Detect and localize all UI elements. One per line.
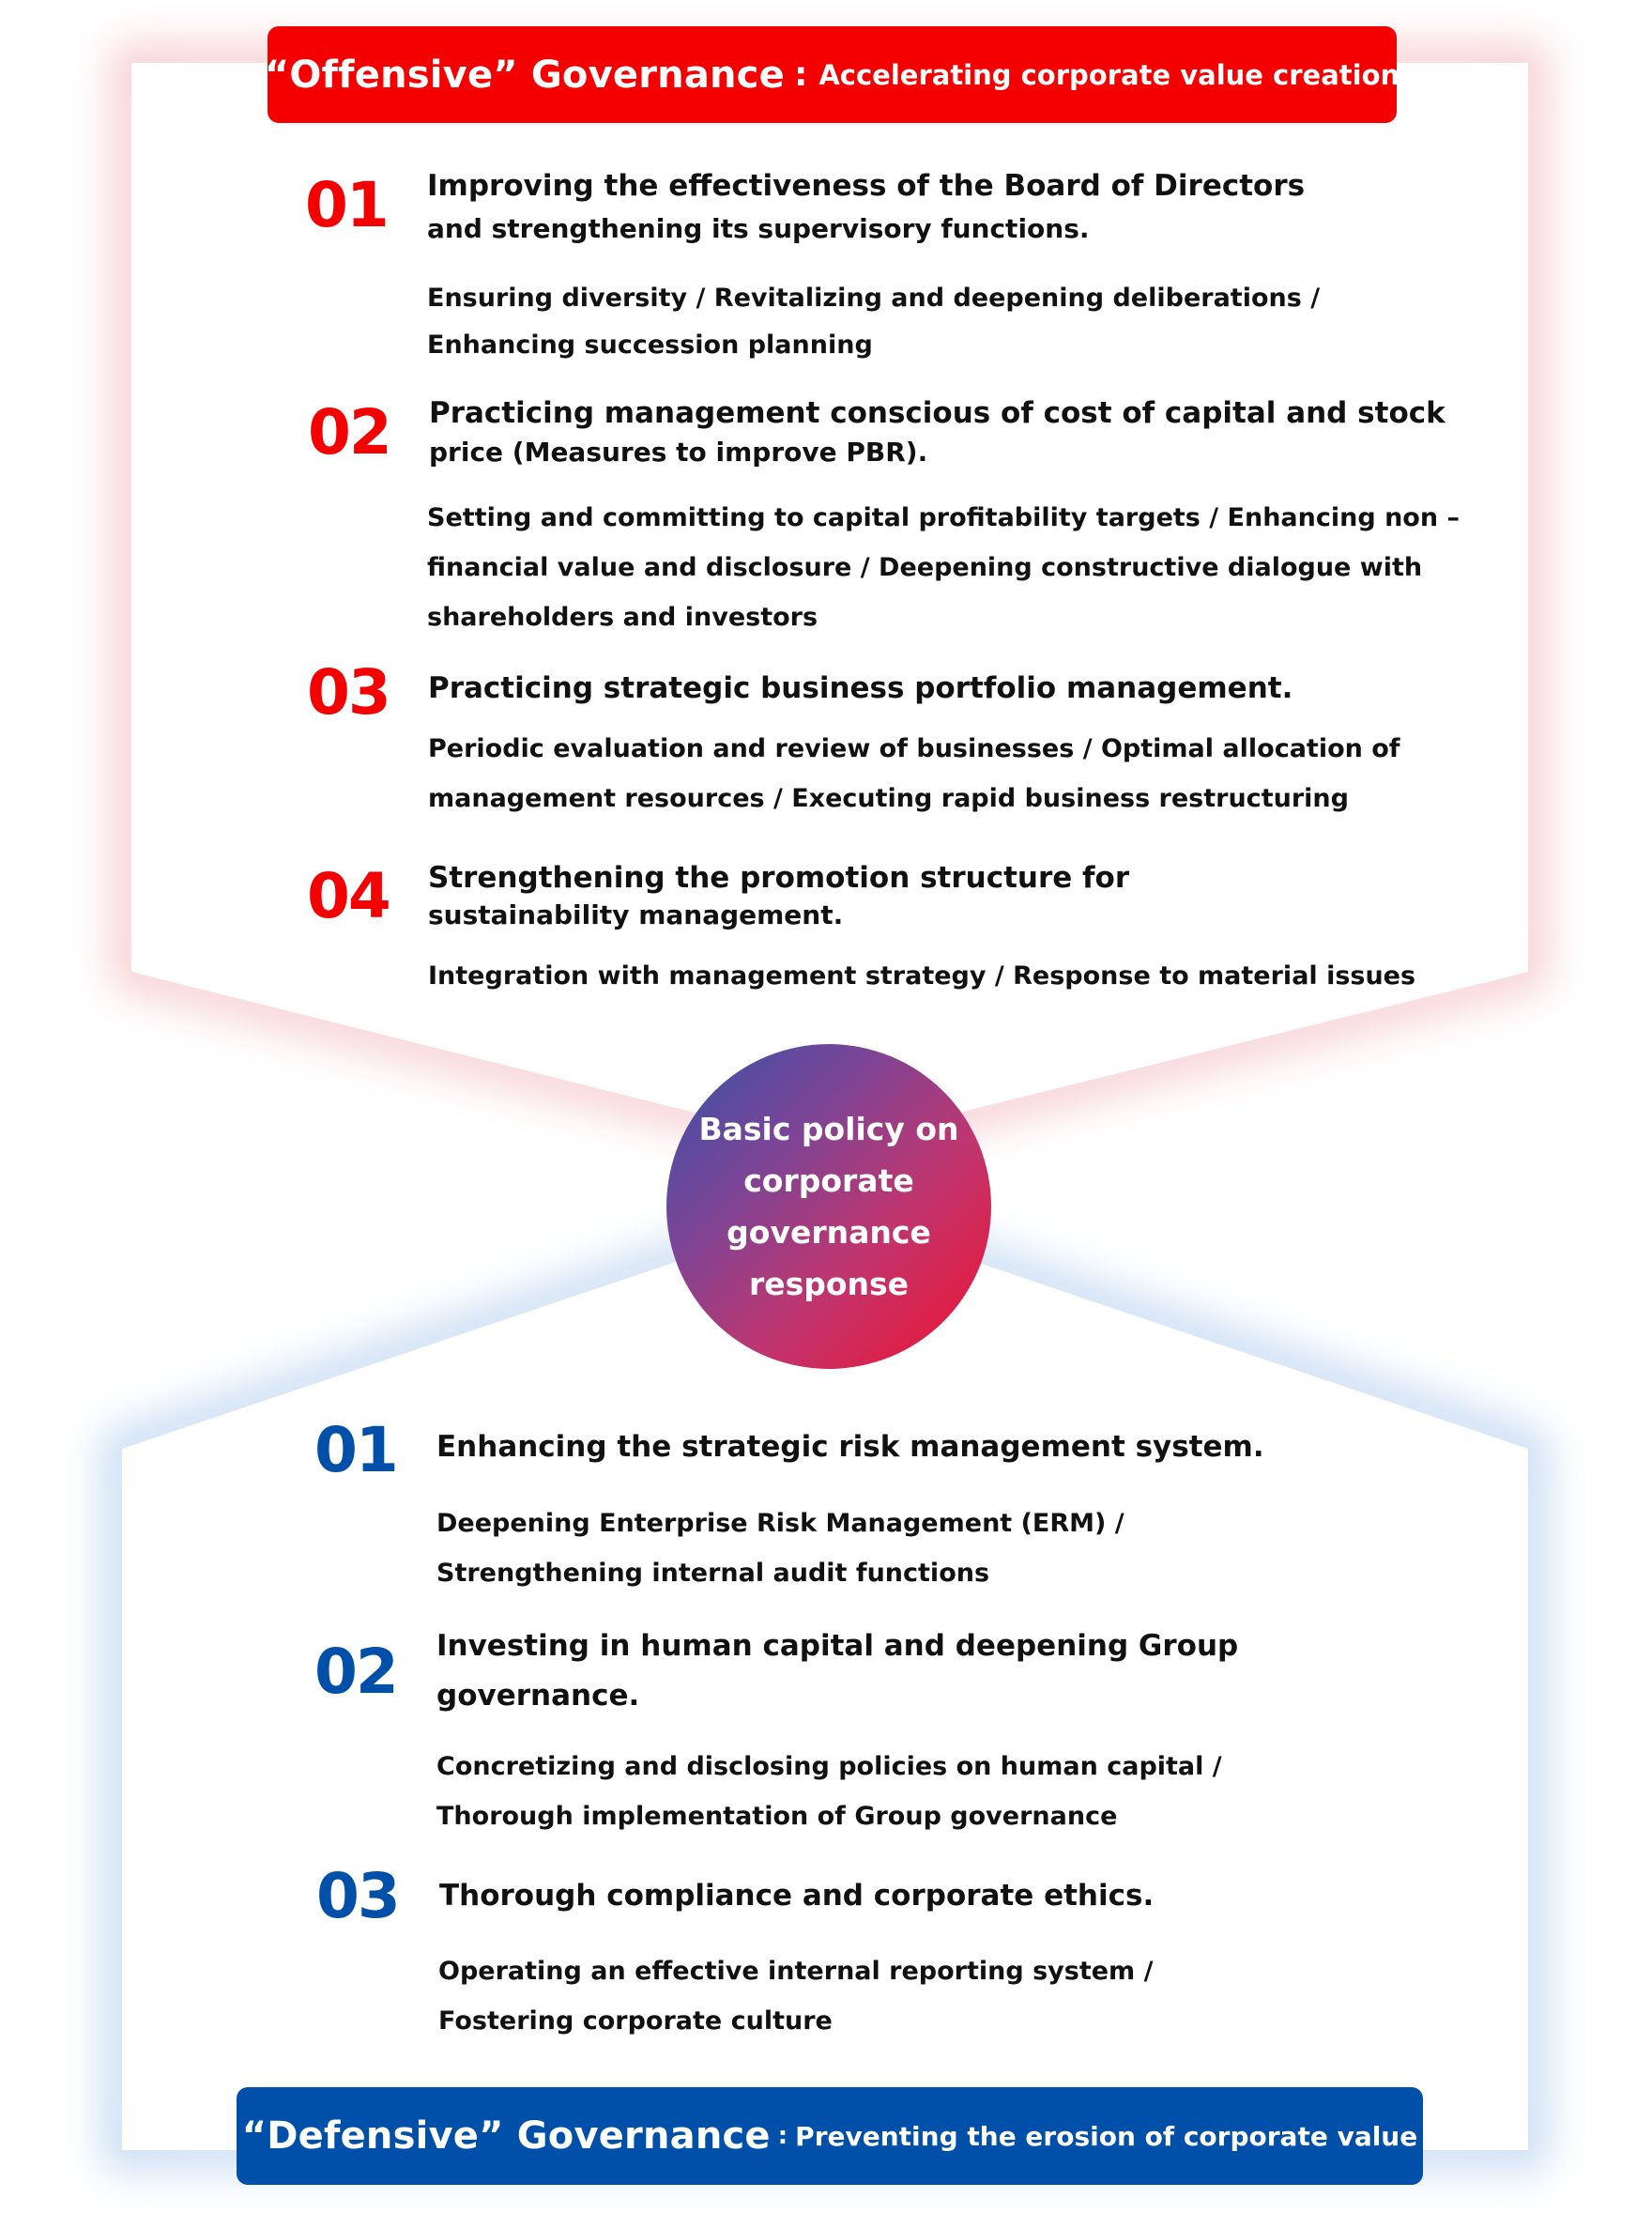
item-description xyxy=(428,956,1415,997)
item-number: 01 xyxy=(305,169,388,241)
circle-text-line: Basic policy on xyxy=(698,1111,959,1147)
item-title-line2: sustainability management. xyxy=(428,899,844,931)
circle-text-line: corporate xyxy=(743,1162,914,1199)
item-number: 03 xyxy=(307,656,390,729)
item-desc-line: Enhancing succession planning xyxy=(427,330,873,360)
offensive-banner-separator: : xyxy=(793,55,808,94)
item-description xyxy=(428,724,1400,823)
item-title-line2: governance. xyxy=(436,1679,640,1713)
item-title xyxy=(428,858,1129,934)
item-title-line1: Enhancing the strategic risk management system. xyxy=(436,1430,1264,1464)
item-title xyxy=(439,1876,1154,1916)
defensive-governance-banner xyxy=(237,2087,1423,2185)
item-title-line2: price (Measures to improve PBR). xyxy=(429,437,928,469)
item-desc-line: Deepening Enterprise Risk Management (ERM) / xyxy=(436,1509,1124,1538)
offensive-banner-title: “Offensive” Governance xyxy=(264,53,785,97)
circle-text-line: governance xyxy=(727,1214,931,1251)
item-title xyxy=(427,166,1305,248)
item-title xyxy=(429,393,1446,471)
item-description xyxy=(436,1498,1124,1598)
item-desc-line: Periodic evaluation and review of businesses / Optimal allocation of xyxy=(428,734,1400,763)
item-number: 02 xyxy=(314,1636,397,1708)
item-description xyxy=(436,1742,1222,1841)
item-desc-line: Setting and committing to capital profitability targets / Enhancing non – xyxy=(427,503,1460,532)
item-desc-line: Thorough implementation of Group governance xyxy=(436,1802,1118,1831)
defensive-banner-separator: : xyxy=(777,2122,788,2150)
item-number: 04 xyxy=(307,860,390,932)
item-title-line1: Strengthening the promotion structure for xyxy=(428,861,1130,895)
item-number: 03 xyxy=(316,1860,399,1932)
defensive-banner-subtitle: Preventing the erosion of corporate value xyxy=(795,2120,1418,2152)
item-desc-line: Strengthening internal audit functions xyxy=(436,1559,990,1588)
item-desc-line: Operating an effective internal reporting system / xyxy=(438,1957,1154,1986)
item-title-line1: Thorough compliance and corporate ethics. xyxy=(439,1879,1155,1913)
defensive-banner-title: “Defensive” Governance xyxy=(241,2114,771,2158)
item-title xyxy=(428,669,1293,709)
item-desc-line: Concretizing and disclosing policies on human capital / xyxy=(436,1752,1222,1781)
offensive-banner-subtitle: Accelerating corporate value creation xyxy=(818,58,1400,91)
basic-policy-circle xyxy=(666,1044,991,1369)
item-title xyxy=(436,1427,1264,1468)
item-title-line1: Practicing management conscious of cost of capital and stock xyxy=(429,396,1446,430)
item-desc-line: Fostering corporate culture xyxy=(438,2006,833,2036)
item-title-line1: Improving the effectiveness of the Board of Directors xyxy=(427,169,1306,203)
item-desc-line: management resources / Executing rapid business restructuring xyxy=(428,784,1349,813)
item-description xyxy=(427,275,1320,369)
item-desc-line: shareholders and investors xyxy=(427,603,818,632)
item-title-line1: Investing in human capital and deepening Group xyxy=(436,1629,1239,1663)
item-description xyxy=(438,1946,1153,2046)
item-number: 02 xyxy=(308,396,390,469)
item-title-line2: and strengthening its supervisory functions. xyxy=(427,213,1090,245)
item-desc-line: Ensuring diversity / Revitalizing and deepening deliberations / xyxy=(427,284,1321,313)
offensive-governance-banner xyxy=(264,26,1400,123)
item-description xyxy=(427,493,1460,642)
item-number: 01 xyxy=(314,1414,397,1486)
item-desc-line: financial value and disclosure / Deepening constructive dialogue with xyxy=(427,553,1423,582)
item-desc-line: Integration with management strategy / Response to material issues xyxy=(428,961,1416,991)
basic-policy-label xyxy=(698,1103,958,1310)
item-title-line1: Practicing strategic business portfolio management. xyxy=(428,671,1293,705)
item-title xyxy=(436,1621,1238,1721)
circle-text-line: response xyxy=(748,1266,910,1302)
